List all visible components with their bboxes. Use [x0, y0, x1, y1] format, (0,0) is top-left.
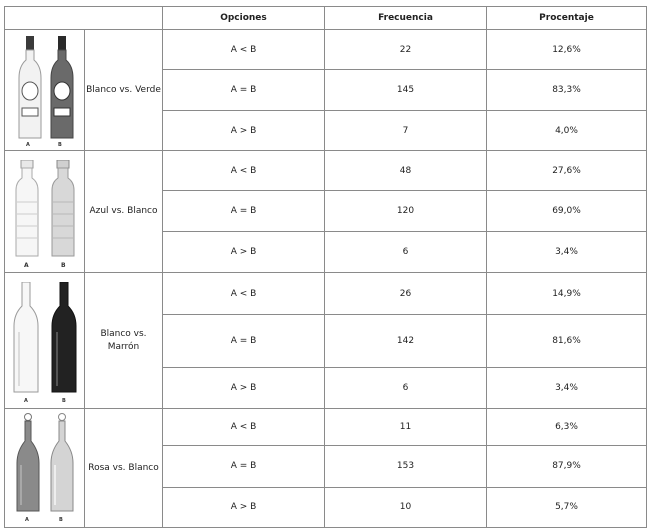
percentage-cell: 81,6% — [487, 315, 647, 368]
bottle-b-white-icon — [49, 160, 77, 258]
option-cell: A > B — [163, 232, 325, 273]
percentage-cell: 3,4% — [487, 368, 647, 409]
header-options: Opciones — [163, 7, 325, 30]
percentage-cell: 69,0% — [487, 191, 647, 232]
frequency-cell: 120 — [325, 191, 487, 232]
bottle-b-white-icon — [49, 413, 75, 513]
group-label: Blanco vs. Marrón — [85, 273, 163, 409]
bottle-a-letter: A — [25, 517, 29, 523]
percentage-cell: 5,7% — [487, 487, 647, 527]
table-row — [5, 273, 647, 315]
option-cell: A > B — [163, 487, 325, 527]
percentage-cell: 12,6% — [487, 30, 647, 70]
group-label: Azul vs. Blanco — [85, 151, 163, 273]
option-cell: A < B — [163, 30, 325, 70]
bottle-b-brown-icon — [49, 282, 79, 394]
table-row — [5, 151, 647, 191]
bottle-image-white-green — [5, 30, 85, 151]
percentage-cell: 14,9% — [487, 273, 647, 315]
bottle-image-blue-white — [5, 151, 85, 273]
frequency-cell: 145 — [325, 70, 487, 111]
bottle-b-letter: B — [62, 397, 66, 404]
option-cell: A > B — [163, 111, 325, 151]
header-empty-cell — [5, 7, 163, 30]
group-label: Blanco vs. Verde — [85, 30, 163, 151]
option-cell: A < B — [163, 409, 325, 446]
percentage-cell: 4,0% — [487, 111, 647, 151]
frequency-cell: 22 — [325, 30, 487, 70]
results-table — [4, 6, 647, 528]
frequency-cell: 7 — [325, 111, 487, 151]
option-cell: A = B — [163, 191, 325, 232]
frequency-cell: 6 — [325, 368, 487, 409]
percentage-cell: 3,4% — [487, 232, 647, 273]
frequency-cell: 48 — [325, 151, 487, 191]
bottle-a-letter: A — [26, 142, 30, 148]
option-cell: A < B — [163, 151, 325, 191]
frequency-cell: 10 — [325, 487, 487, 527]
frequency-cell: 26 — [325, 273, 487, 315]
bottle-a-white-icon — [17, 36, 43, 140]
percentage-cell: 27,6% — [487, 151, 647, 191]
percentage-cell: 6,3% — [487, 409, 647, 446]
bottle-a-letter: A — [24, 261, 29, 269]
bottle-b-letter: B — [59, 517, 63, 523]
group-label: Rosa vs. Blanco — [85, 409, 163, 528]
percentage-cell: 83,3% — [487, 70, 647, 111]
bottle-image-pink-white — [5, 409, 85, 528]
frequency-cell: 11 — [325, 409, 487, 446]
bottle-b-letter: B — [58, 142, 62, 148]
option-cell: A < B — [163, 273, 325, 315]
table-row — [5, 409, 647, 446]
header-frequency: Frecuencia — [325, 7, 487, 30]
option-cell: A = B — [163, 70, 325, 111]
frequency-cell: 153 — [325, 446, 487, 487]
bottle-b-letter: B — [61, 261, 66, 269]
header-percentage: Procentaje — [487, 7, 647, 30]
frequency-cell: 142 — [325, 315, 487, 368]
bottle-a-blue-icon — [13, 160, 41, 258]
option-cell: A = B — [163, 446, 325, 487]
bottle-a-pink-icon — [15, 413, 41, 513]
bottle-b-green-icon — [49, 36, 75, 140]
header-row — [5, 7, 647, 30]
table-row — [5, 30, 647, 70]
option-cell: A > B — [163, 368, 325, 409]
bottle-image-white-brown — [5, 273, 85, 409]
bottle-a-white-icon — [11, 282, 41, 394]
bottle-a-letter: A — [24, 397, 28, 404]
percentage-cell: 87,9% — [487, 446, 647, 487]
frequency-cell: 6 — [325, 232, 487, 273]
option-cell: A = B — [163, 315, 325, 368]
